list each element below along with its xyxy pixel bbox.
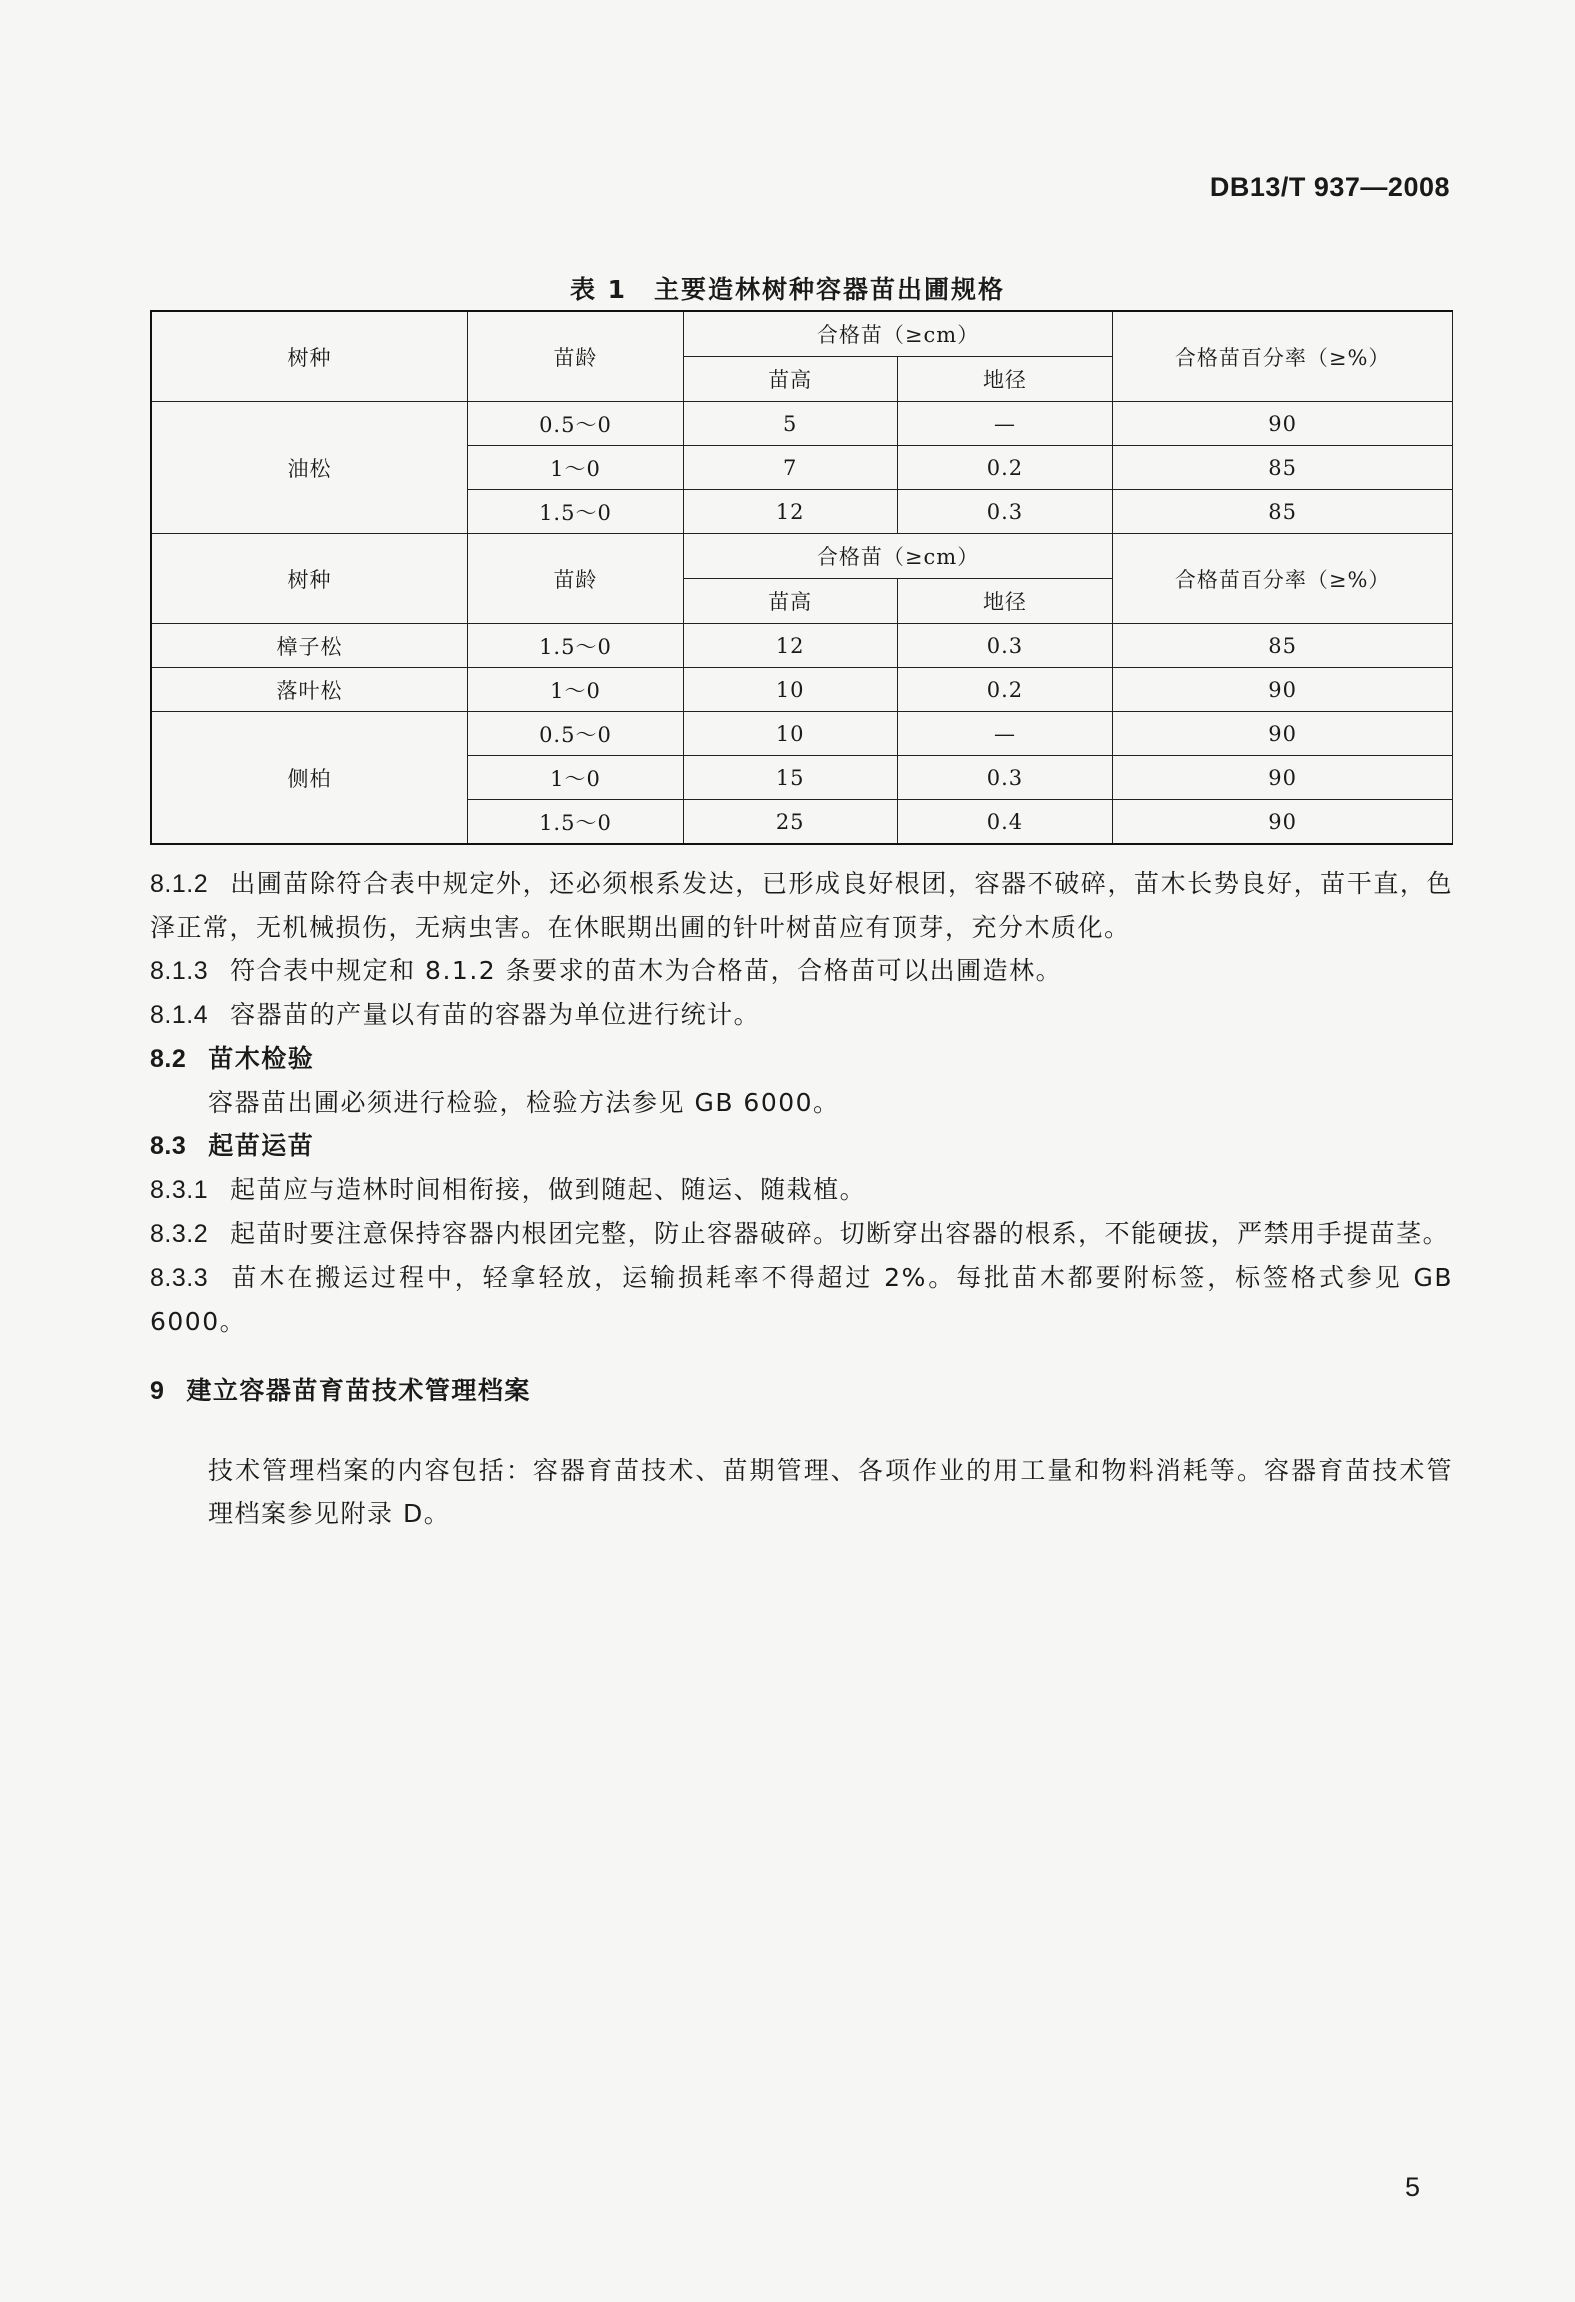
clause-8-3-2 (150, 1212, 1453, 1256)
cell-age: 0.5～0 (468, 402, 684, 446)
header-rate: 合格苗百分率（≥%） (1113, 311, 1453, 402)
clause-8-1-4 (150, 993, 1453, 1037)
cell-height: 15 (683, 756, 897, 800)
cell-age: 1～0 (468, 446, 684, 490)
cell-species: 樟子松 (151, 624, 468, 668)
cell-height: 10 (683, 712, 897, 756)
table-row (151, 624, 1453, 668)
clause-number: 8.1.2 (150, 870, 209, 898)
cell-rate: 85 (1113, 446, 1453, 490)
cell-diameter: — (897, 402, 1113, 446)
section-title: 建立容器苗育苗技术管理档案 (186, 1376, 531, 1405)
header-species: 树种 (151, 534, 468, 624)
clause-text: 起苗应与造林时间相衔接，做到随起、随运、随栽植。 (230, 1175, 867, 1204)
cell-rate: 90 (1113, 668, 1453, 712)
cell-rate: 85 (1113, 624, 1453, 668)
section-title: 起苗运苗 (208, 1131, 315, 1160)
section-9-text: 技术管理档案的内容包括：容器育苗技术、苗期管理、各项作业的用工量和物料消耗等。容器育苗技术管理档案参见附录 D。 (208, 1456, 1453, 1528)
clause-number: 8.1.3 (150, 957, 209, 985)
header-height: 苗高 (683, 357, 897, 402)
clause-text: 容器苗的产量以有苗的容器为单位进行统计。 (230, 1000, 761, 1029)
cell-age: 1.5～0 (468, 490, 684, 534)
cell-diameter: — (897, 712, 1113, 756)
section-number: 8.2 (150, 1045, 187, 1073)
table-header-row (151, 311, 1453, 357)
section-title: 苗木检验 (208, 1044, 315, 1073)
table-header-row (151, 534, 1453, 579)
clause-8-1-2 (150, 862, 1453, 949)
header-rate: 合格苗百分率（≥%） (1113, 534, 1453, 624)
cell-height: 12 (683, 490, 897, 534)
clause-number: 8.3.1 (150, 1176, 209, 1204)
cell-age: 1～0 (468, 668, 684, 712)
cell-diameter: 0.2 (897, 668, 1113, 712)
cell-age: 1～0 (468, 756, 684, 800)
table-row (151, 402, 1453, 446)
cell-diameter: 0.3 (897, 490, 1113, 534)
cell-diameter: 0.3 (897, 624, 1113, 668)
clause-number: 8.3.2 (150, 1220, 209, 1248)
clause-text: 出圃苗除符合表中规定外，还必须根系发达，已形成良好根团，容器不破碎，苗木长势良好，苗干直，色泽正常，无机械损伤，无病虫害。在休眠期出圃的针叶树苗应有顶芽，充分木质化。 (150, 869, 1453, 942)
clause-8-2-text: 容器苗出圃必须进行检验，检验方法参见 GB 6000。 (208, 1088, 840, 1117)
cell-diameter: 0.2 (897, 446, 1113, 490)
header-species: 树种 (151, 311, 468, 402)
table-row (151, 668, 1453, 712)
header-height: 苗高 (683, 579, 897, 624)
clause-8-3-3 (150, 1256, 1453, 1343)
cell-rate: 90 (1113, 800, 1453, 845)
clause-8-1-3 (150, 949, 1453, 993)
section-heading-8-2 (150, 1037, 1453, 1081)
cell-height: 7 (683, 446, 897, 490)
clause-number: 8.3.3 (150, 1264, 209, 1292)
table-caption: 表 1 主要造林树种容器苗出圃规格 (569, 275, 1006, 304)
header-qualified: 合格苗（≥cm） (683, 534, 1113, 579)
page-number: 5 (1404, 2172, 1420, 2202)
clause-8-3-1 (150, 1168, 1453, 1212)
clause-text: 符合表中规定和 8.1.2 条要求的苗木为合格苗，合格苗可以出圃造林。 (230, 956, 1063, 985)
header-age: 苗龄 (468, 534, 684, 624)
cell-age: 1.5～0 (468, 800, 684, 845)
clause-text: 起苗时要注意保持容器内根团完整，防止容器破碎。切断穿出容器的根系，不能硬拔，严禁用手提苗茎。 (230, 1219, 1450, 1248)
body-text (150, 862, 1453, 1535)
cell-age: 1.5～0 (468, 624, 684, 668)
header-qualified: 合格苗（≥cm） (683, 311, 1113, 357)
cell-height: 12 (683, 624, 897, 668)
clause-text: 苗木在搬运过程中，轻拿轻放，运输损耗率不得超过 2%。每批苗木都要附标签，标签格式参见 GB 6000。 (150, 1263, 1453, 1336)
cell-diameter: 0.3 (897, 756, 1113, 800)
section-heading-8-3 (150, 1124, 1453, 1168)
cell-height: 25 (683, 800, 897, 845)
header-diameter: 地径 (897, 357, 1113, 402)
cell-species: 油松 (151, 402, 468, 534)
section-number: 8.3 (150, 1132, 187, 1160)
cell-species: 侧柏 (151, 712, 468, 845)
section-number: 9 (150, 1377, 165, 1405)
cell-rate: 90 (1113, 402, 1453, 446)
cell-species: 落叶松 (151, 668, 468, 712)
cell-height: 5 (683, 402, 897, 446)
cell-age: 0.5～0 (468, 712, 684, 756)
cell-rate: 85 (1113, 490, 1453, 534)
document-code: DB13/T 937—2008 (1209, 172, 1450, 202)
cell-rate: 90 (1113, 756, 1453, 800)
header-age: 苗龄 (468, 311, 684, 402)
header-diameter: 地径 (897, 579, 1113, 624)
clause-number: 8.1.4 (150, 1001, 209, 1029)
section-heading-9 (150, 1369, 1453, 1413)
cell-rate: 90 (1113, 712, 1453, 756)
spec-table (150, 310, 1453, 845)
cell-height: 10 (683, 668, 897, 712)
cell-diameter: 0.4 (897, 800, 1113, 845)
table-row (151, 712, 1453, 756)
